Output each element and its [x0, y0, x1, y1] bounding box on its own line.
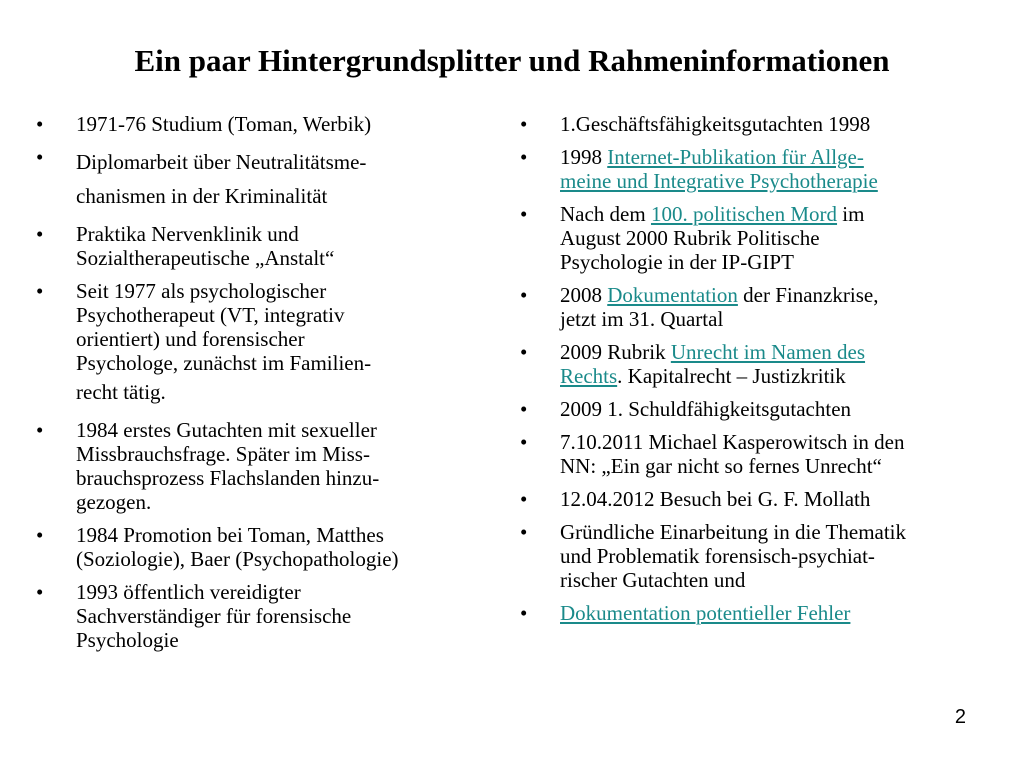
- list-item-text: 2009 1. Schuldfähigkeitsgutachten: [560, 397, 852, 421]
- list-item-text: (Soziologie), Baer (Psychopathologie): [76, 547, 399, 571]
- list-item: [520, 112, 960, 136]
- list-item: [36, 279, 476, 409]
- page-number: 2: [954, 706, 966, 728]
- politischer-mord-link[interactable]: 100. politischen Mord: [650, 202, 838, 226]
- list-item: [36, 222, 476, 270]
- list-item-text: 1.Geschäftsfähigkeitsgutachten 1998: [560, 112, 871, 136]
- list-item: [36, 418, 476, 514]
- unrecht-im-namen-des-rechts-link-cont[interactable]: Rechts: [560, 364, 618, 388]
- list-item-text: rischer Gutachten und: [560, 568, 746, 592]
- list-item-text: 2009 Rubrik: [560, 340, 671, 364]
- list-item-text: 7.10.2011 Michael Kasperowitsch in den: [560, 430, 905, 454]
- list-item-text: Psychologie in der IP-GIPT: [560, 250, 794, 274]
- list-item-text: 12.04.2012 Besuch bei G. F. Mollath: [560, 487, 871, 511]
- internet-publikation-link[interactable]: Internet-Publikation für Allge-: [607, 145, 864, 169]
- list-item: [36, 523, 476, 571]
- unrecht-im-namen-des-rechts-link[interactable]: Unrecht im Namen des: [670, 340, 866, 364]
- list-item-text: Sozialtherapeutische „Anstalt“: [76, 246, 335, 270]
- list-item-text: brauchsprozess Flachslanden hinzu-: [76, 466, 380, 490]
- list-item-text: • 1993 öffentlich vereidigter: [76, 580, 301, 604]
- list-item-text: jetzt im 31. Quartal: [560, 307, 724, 331]
- list-item: [520, 283, 960, 331]
- list-item: [520, 340, 960, 388]
- list-item-text: chanismen in der Kriminalität: [76, 184, 328, 208]
- list-item: [36, 145, 476, 213]
- list-item-text: Sachverständiger für forensische: [76, 604, 352, 628]
- list-item: [520, 430, 960, 478]
- dokumentation-fehler-link[interactable]: Dokumentation potentieller Fehler: [560, 601, 851, 625]
- list-item-text: • Seit 1977 als psychologischer: [76, 279, 327, 303]
- internet-publikation-link-cont[interactable]: meine und Integrative Psychotherapie: [560, 169, 878, 193]
- list-item-text: Psychotherapeut (VT, integrativ: [76, 303, 345, 327]
- list-item-text: Psychologie: [76, 628, 179, 652]
- list-item-text: . Kapitalrecht – Justizkritik: [617, 364, 846, 388]
- list-item-text: NN: „Ein gar nicht so fernes Unrecht“: [560, 454, 882, 478]
- list-item-text: 2008: [560, 283, 608, 307]
- list-item: [520, 520, 960, 592]
- list-item: [520, 487, 960, 511]
- list-item-text: orientiert) und forensischer: [76, 327, 305, 351]
- slide-title: Ein paar Hintergrundsplitter und Rahmeninformationen: [134, 43, 890, 78]
- list-item-text: Gründliche Einarbeitung in die Thematik: [560, 520, 907, 544]
- list-item: [36, 112, 476, 136]
- list-item: [520, 601, 960, 625]
- list-item-text: im: [837, 202, 865, 226]
- list-item-text: recht tätig.: [76, 380, 166, 404]
- list-item-text: 1998: [560, 145, 608, 169]
- list-item: [520, 397, 960, 421]
- list-item-text: • Diplomarbeit über Neutralitätsme-: [76, 150, 367, 174]
- left-bullet-list: [36, 112, 476, 661]
- list-item: [520, 202, 960, 274]
- list-item-text: • 1984 Promotion bei Toman, Matthes: [76, 523, 384, 547]
- list-item-text: • 1984 erstes Gutachten mit sexueller: [76, 418, 377, 442]
- list-item-text: der Finanzkrise,: [737, 283, 879, 307]
- dokumentation-finanzkrise-link[interactable]: Dokumentation: [607, 283, 738, 307]
- right-bullet-list: [520, 112, 960, 634]
- list-item-text: 1971-76 Studium (Toman, Werbik): [76, 112, 372, 136]
- list-item: [520, 145, 960, 193]
- list-item-text: • Praktika Nervenklinik und: [76, 222, 299, 246]
- list-item-text: Psychologe, zunächst im Familien-: [76, 351, 372, 375]
- list-item-text: Missbrauchsfrage. Später im Miss-: [76, 442, 370, 466]
- list-item: [36, 580, 476, 652]
- list-item-text: gezogen.: [76, 490, 152, 514]
- list-item-text: August 2000 Rubrik Politische: [560, 226, 820, 250]
- list-item-text: und Problematik forensisch-psychiat-: [560, 544, 875, 568]
- list-item-text: Nach dem: [560, 202, 651, 226]
